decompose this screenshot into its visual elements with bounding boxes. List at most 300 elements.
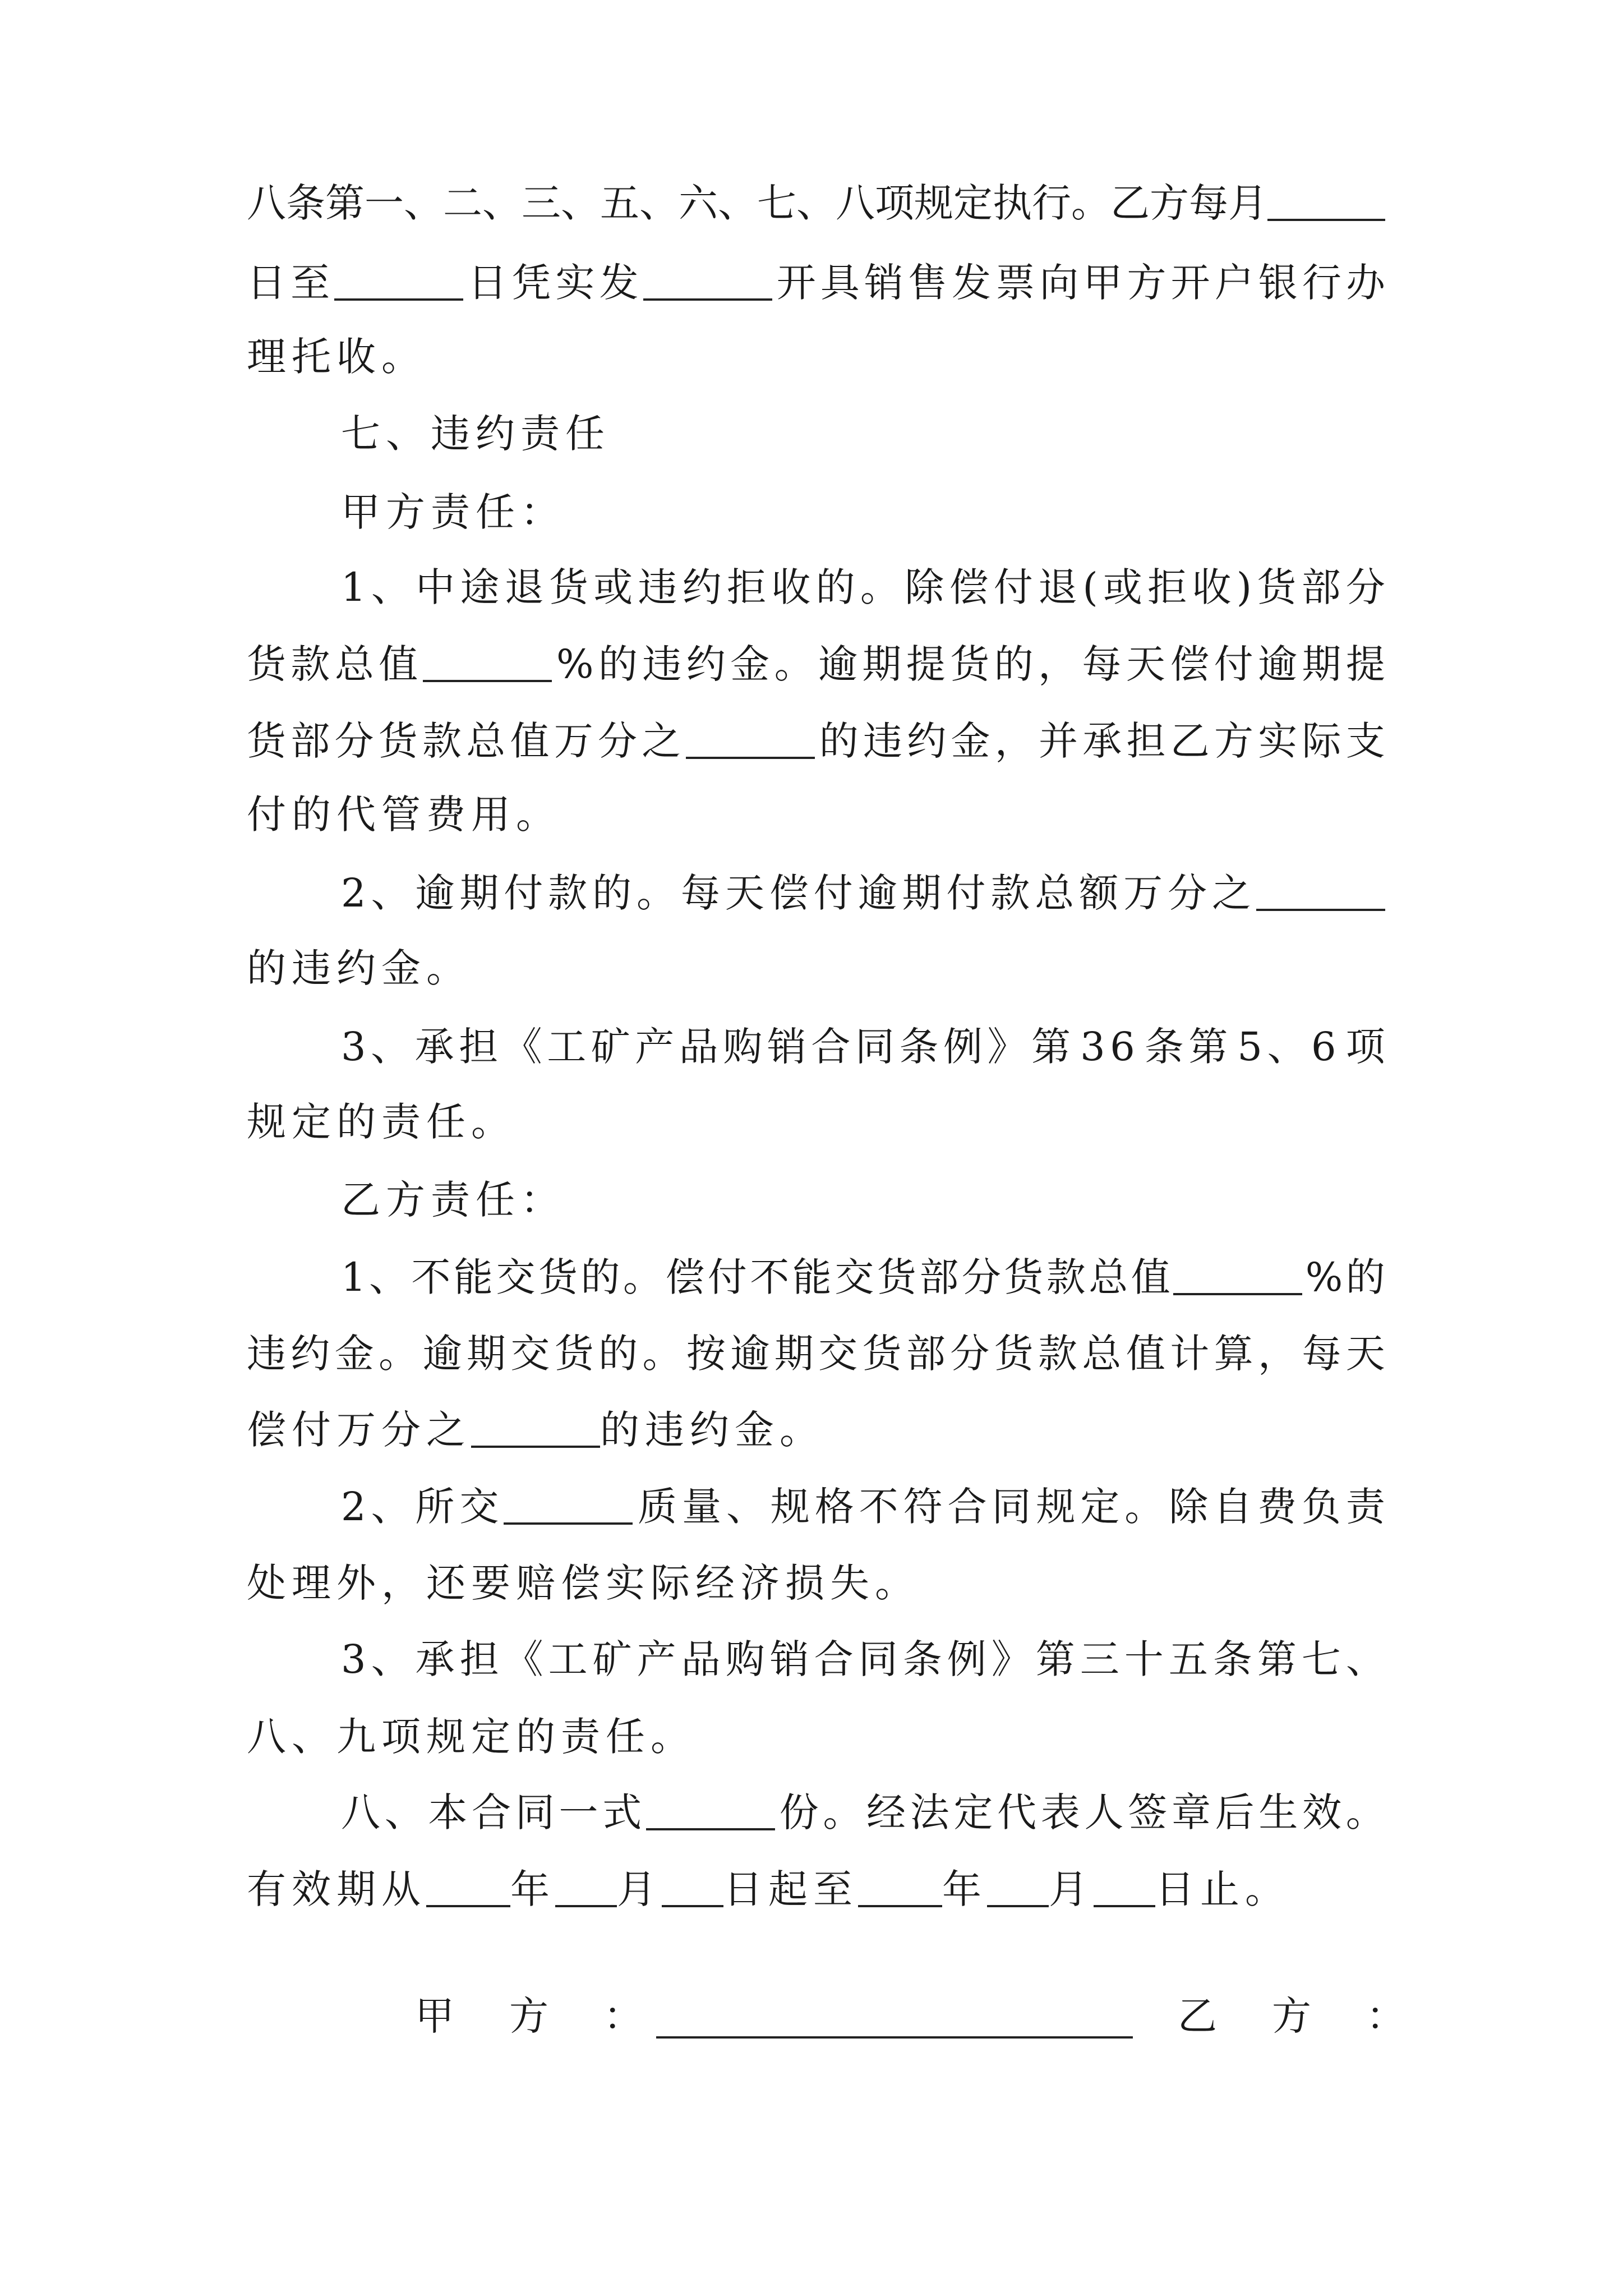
text-char: 购: [725, 1636, 765, 1682]
text-char: 货: [247, 641, 286, 687]
text-char: 不: [859, 1484, 898, 1530]
text-char: 品: [681, 1636, 721, 1682]
text-char: 偿: [1170, 641, 1210, 687]
text-char: 售: [908, 260, 948, 306]
text-char: 的: [580, 1254, 620, 1300]
text-char: 至: [291, 260, 330, 306]
text-char: 不: [750, 1254, 790, 1300]
text-char: 逾: [415, 870, 455, 916]
fill-in-blank[interactable]: [504, 1488, 633, 1525]
text-char: 份: [779, 1789, 819, 1835]
text-char: 之: [1211, 870, 1251, 916]
text-char: 逾: [857, 870, 897, 916]
text-segment: 甲方责任：: [341, 489, 565, 535]
text-char: 万: [554, 718, 593, 764]
text-char: 实: [1258, 718, 1298, 764]
text-char: 销: [767, 1024, 806, 1070]
text-char: 矿: [591, 1024, 630, 1070]
text-line: [247, 243, 1385, 322]
text-char: 日: [468, 260, 508, 306]
text-char: 交: [496, 1254, 536, 1300]
text-char: 拒: [1147, 564, 1187, 610]
fill-in-blank[interactable]: [426, 1870, 510, 1907]
text-char: 部: [906, 1331, 946, 1377]
text-char: 货: [247, 718, 286, 764]
text-char: 算: [1214, 1331, 1253, 1377]
text-char: 、: [718, 180, 757, 226]
text-char: 同: [858, 1636, 898, 1682]
text-char: 付: [946, 870, 986, 916]
text-char: 违: [638, 564, 677, 610]
text-char: 途: [460, 564, 500, 610]
text-char: 、: [369, 1254, 409, 1300]
text-char: 逾: [1258, 641, 1298, 687]
text-char: 款: [291, 641, 330, 687]
text-char: 表: [1040, 1789, 1080, 1835]
text-char: 期: [774, 1331, 814, 1377]
text-char: 行: [1032, 180, 1071, 226]
text-char: 款: [548, 870, 588, 916]
text-char: 计: [1170, 1331, 1210, 1377]
text-char: 交: [818, 1331, 858, 1377]
text-char: 5: [1237, 1024, 1262, 1070]
text-char: 五: [600, 180, 639, 226]
text-line: [341, 394, 1385, 473]
fill-in-blank[interactable]: [334, 264, 463, 301]
text-char: 执: [993, 180, 1032, 226]
text-char: 八: [341, 1789, 380, 1835]
text-char: 际: [1302, 718, 1341, 764]
text-char: 款: [990, 870, 1030, 916]
fill-in-blank[interactable]: [686, 722, 815, 759]
text-char: 一: [559, 1789, 598, 1835]
text-char: 品: [679, 1024, 718, 1070]
party-a-label: 甲 方 ：: [415, 1993, 651, 2039]
text-char: 、: [371, 564, 411, 610]
text-char: 八: [836, 180, 875, 226]
text-char: 不: [411, 1254, 451, 1300]
text-char: 银: [1258, 260, 1298, 306]
text-char: 、: [371, 1484, 411, 1530]
text-char: 、: [371, 870, 411, 916]
text-segment: 偿付万分之: [247, 1407, 471, 1453]
text-char: 交: [510, 1331, 550, 1377]
fill-in-blank[interactable]: [646, 1793, 775, 1830]
text-char: 、: [371, 1636, 411, 1682]
fill-in-blank[interactable]: [471, 1411, 600, 1448]
text-char: 、: [404, 180, 443, 226]
text-char: 式: [602, 1789, 642, 1835]
text-char: 二: [443, 180, 482, 226]
text-char: 方: [1150, 180, 1189, 226]
text-char: 五: [1168, 1636, 1208, 1682]
text-line: [341, 473, 1385, 551]
text-char: 本: [428, 1789, 468, 1835]
text-line: [341, 1161, 1385, 1239]
text-char: 负: [1301, 1484, 1341, 1530]
fill-in-blank[interactable]: [1267, 184, 1385, 221]
text-char: 七: [1301, 1636, 1341, 1682]
text-char: 发: [952, 260, 992, 306]
text-char: 支: [1345, 718, 1385, 764]
text-char: 金: [730, 641, 770, 687]
text-char: 付: [1214, 641, 1253, 687]
text-char: 违: [247, 1331, 286, 1377]
text-char: 货: [877, 1254, 916, 1300]
text-char: 办: [1345, 260, 1385, 306]
text-char: 承: [414, 1024, 454, 1070]
text-char: 的: [994, 641, 1034, 687]
text-char: 偿: [665, 1254, 705, 1300]
text-segment: 有效期从: [247, 1866, 426, 1912]
text-char: 十: [1124, 1636, 1164, 1682]
text-char: 约: [291, 1331, 330, 1377]
text-char: 规: [914, 180, 953, 226]
text-line: [247, 1314, 1385, 1393]
text-line: [247, 1697, 1385, 1776]
text-segment: 年: [942, 1866, 987, 1912]
text-line: [247, 929, 1385, 1007]
text-char: 代: [997, 1789, 1037, 1835]
text-char: 法: [910, 1789, 949, 1835]
text-char: 、: [371, 1024, 411, 1070]
text-char: 签: [1128, 1789, 1168, 1835]
text-line: [247, 702, 1385, 780]
text-char: 。: [860, 564, 900, 610]
text-char: 效: [1302, 1789, 1342, 1835]
text-char: 期: [1302, 641, 1341, 687]
text-char: 。: [379, 1331, 418, 1377]
text-char: 天: [1345, 1331, 1385, 1377]
text-char: 项: [1345, 1024, 1385, 1070]
text-char: 符: [903, 1484, 943, 1530]
text-char: 值: [510, 718, 550, 764]
text-char: 条: [286, 180, 325, 226]
text-line: [341, 1467, 1385, 1546]
text-char: 同: [515, 1789, 555, 1835]
text-segment: 理托收。: [247, 334, 426, 380]
text-segment: 付的代管费用。: [247, 792, 561, 838]
text-char: 按: [686, 1331, 726, 1377]
text-char: 收: [771, 564, 811, 610]
text-char: 日: [247, 260, 286, 306]
text-char: 工: [547, 1024, 587, 1070]
text-char: 、: [639, 180, 679, 226]
text-char: 六: [679, 180, 718, 226]
text-char: 货: [950, 641, 990, 687]
text-char: 退: [504, 564, 544, 610]
text-char: 矿: [592, 1636, 632, 1682]
text-char: 货: [994, 1331, 1034, 1377]
text-char: 产: [635, 1024, 675, 1070]
text-char: 3: [341, 1024, 366, 1070]
text-char: 同: [855, 1024, 895, 1070]
text-char: 甲: [1083, 260, 1123, 306]
fill-in-blank[interactable]: [423, 645, 552, 682]
text-char: 6: [1110, 1024, 1135, 1070]
text-char: 开: [776, 260, 816, 306]
text-char: 发: [599, 260, 639, 306]
text-char: 的: [598, 1331, 638, 1377]
text-char: 违: [863, 718, 902, 764]
text-char: 分: [1345, 564, 1385, 610]
text-char: 的: [1345, 1254, 1385, 1300]
text-char: 每: [1189, 180, 1228, 226]
text-char: 款: [1046, 1254, 1086, 1300]
text-char: 合: [472, 1789, 511, 1835]
text-char: 工: [548, 1636, 588, 1682]
text-char: 逾: [730, 1331, 770, 1377]
text-char: 交: [834, 1254, 874, 1300]
text-char: 量: [682, 1484, 722, 1530]
text-char: 总: [1035, 870, 1075, 916]
text-char: 条: [1144, 1024, 1184, 1070]
text-char: 实: [555, 260, 595, 306]
text-char: 承: [1082, 718, 1122, 764]
text-char: 三: [522, 180, 561, 226]
text-char: 1: [341, 564, 366, 610]
text-char: 部: [291, 718, 330, 764]
text-segment: 处理外，还要赔偿实际经济损失。: [247, 1560, 920, 1606]
text-line: [247, 625, 1385, 703]
text-segment: 日止。: [1155, 1866, 1290, 1912]
text-char: 责: [1345, 1484, 1385, 1530]
text-char: 每: [1082, 641, 1122, 687]
text-char: 货: [378, 718, 418, 764]
text-char: 产: [637, 1636, 676, 1682]
fill-in-blank[interactable]: [555, 1870, 617, 1907]
text-segment: 乙方责任：: [341, 1177, 565, 1223]
text-char: 金: [334, 1331, 374, 1377]
text-char: 担: [1126, 718, 1166, 764]
text-char: 货: [548, 564, 588, 610]
text-char: 后: [1215, 1789, 1255, 1835]
text-char: 付: [993, 564, 1033, 610]
text-line: [247, 1850, 1385, 1929]
text-segment: 规定的责任。: [247, 1099, 516, 1145]
text-char: 的: [592, 870, 632, 916]
text-char: 约: [682, 564, 722, 610]
text-char: 之: [642, 718, 681, 764]
text-char: 担: [459, 1636, 499, 1682]
text-segment: 日起至: [723, 1866, 858, 1912]
text-char: 开: [1170, 260, 1210, 306]
text-char: 三: [1080, 1636, 1119, 1682]
text-char: 额: [1079, 870, 1119, 916]
text-char: 能: [454, 1254, 493, 1300]
text-char: 合: [947, 1484, 987, 1530]
text-char: 担: [459, 1024, 499, 1070]
text-char: 。: [823, 1789, 863, 1835]
text-char: 款: [1038, 1331, 1078, 1377]
text-char: (: [1082, 564, 1098, 610]
text-char: 。: [1345, 1789, 1385, 1835]
text-char: 部: [1301, 564, 1341, 610]
text-char: 》: [987, 1024, 1027, 1070]
text-char: 约: [907, 718, 947, 764]
text-line: [341, 548, 1385, 627]
fill-in-blank[interactable]: [643, 264, 772, 301]
text-char: 月: [1228, 180, 1267, 226]
text-char: 值: [379, 641, 418, 687]
text-char: 定: [1080, 1484, 1120, 1530]
text-char: 方: [1127, 260, 1166, 306]
text-char: 第: [1035, 1636, 1075, 1682]
text-line: [341, 1773, 1385, 1852]
text-char: 分: [961, 1254, 1001, 1300]
text-char: 购: [723, 1024, 763, 1070]
text-char: 第: [1257, 1636, 1297, 1682]
text-char: 货: [538, 1254, 578, 1300]
text-segment: 七、违约责任: [341, 411, 610, 457]
text-char: 分: [334, 718, 374, 764]
text-char: 货: [554, 1331, 594, 1377]
text-segment: 月: [617, 1866, 662, 1912]
text-char: 凭: [511, 260, 551, 306]
text-char: 除: [905, 564, 944, 610]
text-line: [247, 1083, 1385, 1161]
text-char: 并: [1039, 718, 1078, 764]
text-char: 乙: [1170, 718, 1210, 764]
text-char: 总: [1082, 1331, 1122, 1377]
text-char: 、: [482, 180, 522, 226]
text-char: 。: [623, 1254, 662, 1300]
text-char: 条: [899, 1024, 939, 1070]
text-char: 所: [415, 1484, 455, 1530]
text-line: [247, 775, 1385, 854]
text-char: 付: [504, 870, 543, 916]
text-char: 2: [341, 1484, 366, 1530]
text-char: 项: [875, 180, 914, 226]
text-char: ): [1236, 564, 1252, 610]
signature-row: [415, 1977, 1413, 2055]
text-char: 定: [953, 180, 993, 226]
fill-in-blank[interactable]: [1256, 874, 1385, 911]
text-char: 提: [906, 641, 946, 687]
text-char: 偿: [949, 564, 989, 610]
text-char: 费: [1257, 1484, 1297, 1530]
text-char: 规: [770, 1484, 810, 1530]
text-line: [341, 1238, 1385, 1317]
text-char: 、: [561, 180, 600, 226]
text-char: 付: [813, 870, 853, 916]
text-char: 生: [1258, 1789, 1298, 1835]
text-line: [341, 854, 1385, 932]
text-char: %: [1305, 1254, 1343, 1300]
text-char: 总: [334, 641, 374, 687]
text-line: [247, 318, 1385, 396]
text-char: 期: [862, 641, 902, 687]
text-char: 第: [1031, 1024, 1071, 1070]
text-char: 拒: [727, 564, 767, 610]
text-char: 八: [247, 180, 286, 226]
fill-in-blank[interactable]: [858, 1870, 942, 1907]
text-char: 货: [862, 1331, 902, 1377]
text-char: 逾: [422, 1331, 462, 1377]
text-char: 或: [593, 564, 633, 610]
text-char: 七: [757, 180, 796, 226]
text-char: 货: [1257, 564, 1297, 610]
text-char: 合: [814, 1636, 854, 1682]
text-char: 《: [504, 1636, 543, 1682]
text-char: ，: [994, 718, 1034, 764]
text-char: 每: [680, 870, 720, 916]
text-char: 章: [1171, 1789, 1211, 1835]
party-b-label: 乙 方 ：: [1178, 1993, 1413, 2039]
text-char: 经: [866, 1789, 906, 1835]
text-char: 定: [953, 1789, 993, 1835]
text-char: 例: [943, 1024, 983, 1070]
text-char: %: [556, 641, 594, 687]
text-line: [341, 1007, 1385, 1086]
text-segment: 年: [510, 1866, 555, 1912]
text-char: 2: [341, 870, 366, 916]
text-char: 例: [947, 1636, 986, 1682]
text-char: 分: [1168, 870, 1207, 916]
text-segment: 月: [1049, 1866, 1094, 1912]
fill-in-blank[interactable]: [662, 1870, 723, 1907]
text-char: 6: [1311, 1024, 1336, 1070]
text-char: 第: [1188, 1024, 1228, 1070]
text-char: 、: [384, 1789, 424, 1835]
text-char: 除: [1169, 1484, 1209, 1530]
text-char: 偿: [769, 870, 809, 916]
text-char: 值: [1131, 1254, 1170, 1300]
text-segment: 的违约金。: [600, 1407, 824, 1453]
text-char: 。: [637, 870, 676, 916]
text-char: 。: [642, 1331, 682, 1377]
text-char: 、: [1345, 1636, 1385, 1682]
text-char: 部: [919, 1254, 959, 1300]
text-char: 期: [466, 1331, 506, 1377]
text-char: 、: [726, 1484, 766, 1530]
text-char: 条: [902, 1636, 942, 1682]
fill-in-blank[interactable]: [987, 1870, 1049, 1907]
text-char: 3: [1080, 1024, 1105, 1070]
text-char: 向: [1039, 260, 1079, 306]
text-char: 销: [864, 260, 903, 306]
text-char: 约: [686, 641, 726, 687]
text-char: 货: [1004, 1254, 1044, 1300]
text-char: 人: [1084, 1789, 1124, 1835]
text-char: 票: [995, 260, 1035, 306]
text-char: 。: [1071, 180, 1110, 226]
text-char: 总: [1089, 1254, 1128, 1300]
fill-in-blank[interactable]: [1094, 1870, 1155, 1907]
text-char: 款: [422, 718, 462, 764]
text-char: 3: [341, 1636, 366, 1682]
text-char: 同: [992, 1484, 1031, 1530]
text-char: 分: [950, 1331, 990, 1377]
party-a-signature-line[interactable]: [656, 2001, 1133, 2039]
text-char: 收: [1192, 564, 1232, 610]
text-char: 或: [1103, 564, 1142, 610]
text-char: 规: [1036, 1484, 1076, 1530]
fill-in-blank[interactable]: [1173, 1258, 1302, 1295]
text-char: 的: [598, 641, 638, 687]
text-char: 。: [774, 641, 814, 687]
text-char: 每: [1302, 1331, 1341, 1377]
text-char: 期: [459, 870, 499, 916]
text-char: 1: [341, 1254, 366, 1300]
text-char: 退: [1038, 564, 1078, 610]
text-char: 逾: [818, 641, 857, 687]
text-line: [247, 164, 1385, 242]
text-char: 、: [796, 180, 836, 226]
text-char: 天: [1126, 641, 1165, 687]
text-char: 具: [820, 260, 860, 306]
text-char: 的: [815, 564, 855, 610]
